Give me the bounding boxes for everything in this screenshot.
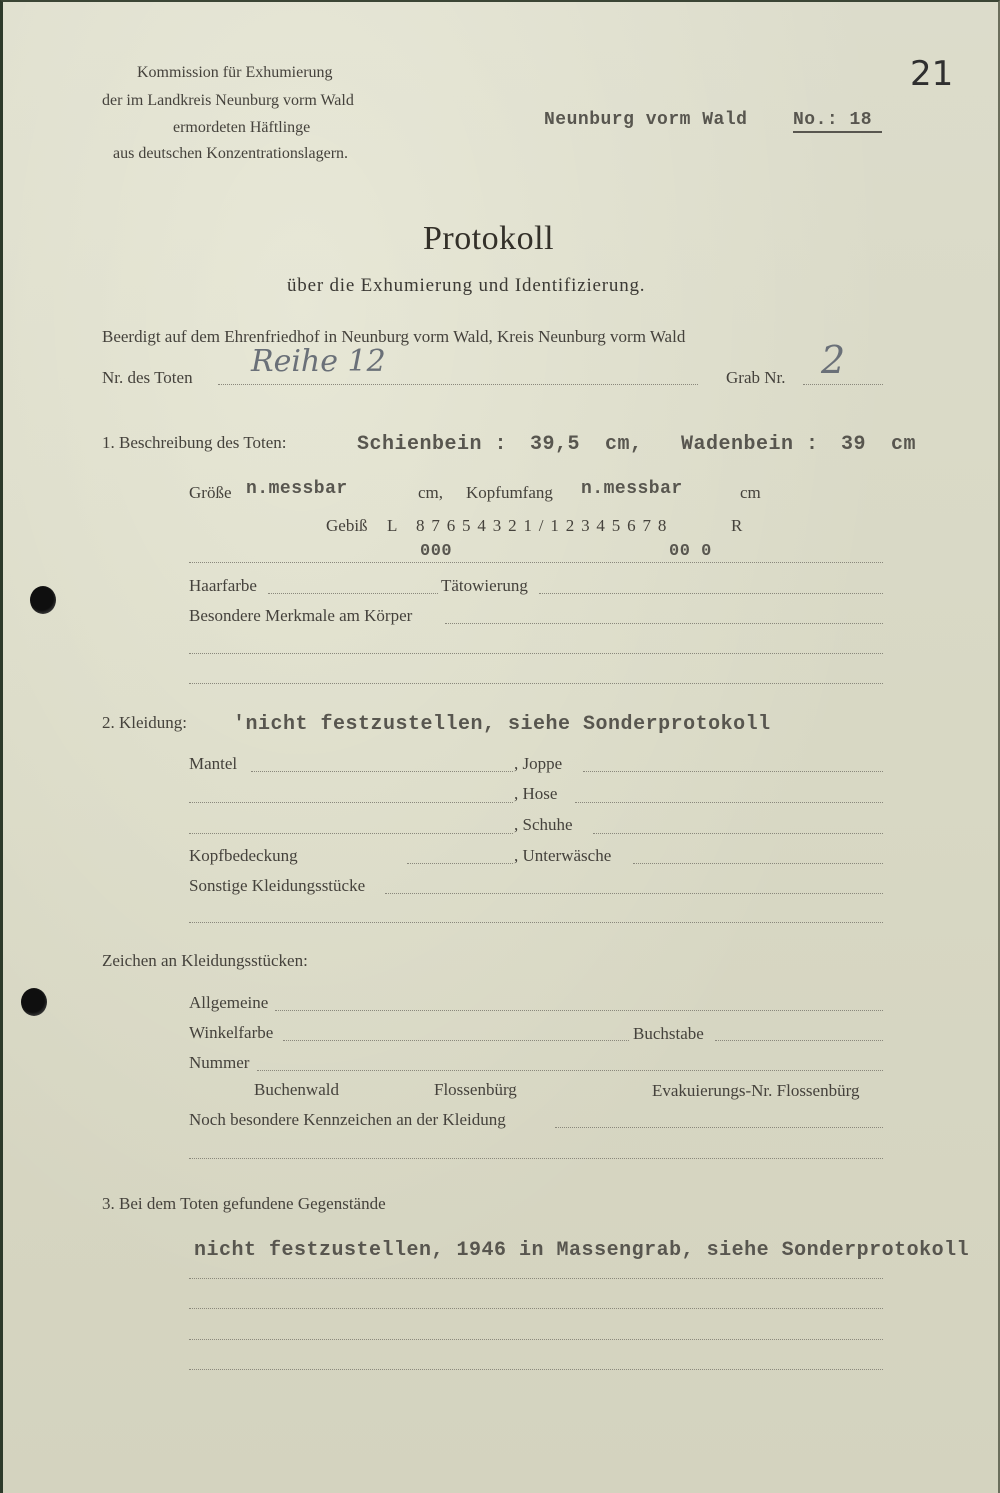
teeth-marks-left: 000 [420, 542, 453, 561]
page-subtitle: über die Exhumierung und Identifizierung. [287, 275, 646, 296]
teeth-line [189, 562, 883, 563]
tattoo-label: Tätowierung [441, 576, 528, 595]
letter-label: Buchstabe [633, 1024, 704, 1043]
page-title: Protokoll [423, 220, 555, 257]
coat-label: Mantel [189, 754, 238, 773]
dead-no-label: Nr. des Toten [102, 368, 193, 387]
trousers-label: , Hose [514, 784, 558, 803]
other-clothing-line [385, 893, 883, 894]
shoes-line [593, 833, 883, 834]
commission-line-2: der im Landkreis Neunburg vorm Wald [102, 92, 354, 109]
size-value: n.messbar [246, 479, 348, 499]
teeth-label: Gebiß [326, 516, 368, 535]
shin-value: 39,5 [530, 433, 581, 456]
flossenburg-label: Flossenbürg [434, 1080, 517, 1099]
grave-no-value: 2 [821, 338, 846, 382]
section2-label: 2. Kleidung: [102, 713, 187, 732]
general-label: Allgemeine [189, 993, 269, 1012]
evacuation-number-label: Evakuierungs-Nr. Flossenbürg [652, 1081, 860, 1100]
section3-label: 3. Bei dem Toten gefundene Gegenstände [102, 1194, 386, 1213]
special-marks-line-2 [189, 1158, 883, 1159]
section1-label: 1. Beschreibung des Toten: [102, 433, 287, 452]
dead-no-line [218, 384, 698, 385]
letter-line [715, 1040, 883, 1041]
trousers-pre-line [189, 802, 513, 803]
found-items-value: nicht festzustellen, 1946 in Massengrab, siehe Sonderprotokoll [194, 1239, 970, 1262]
place-typed: Neunburg vorm Wald [544, 110, 748, 130]
head-circumference-value: n.messbar [581, 479, 683, 499]
special-marks-label: Noch besondere Kennzeichen an der Kleidung [189, 1110, 506, 1129]
shoes-label: , Schuhe [514, 815, 573, 834]
body-marks-line-3 [189, 683, 883, 684]
head-circumference-unit: cm [740, 483, 761, 502]
protocol-number: No.: 18 [793, 110, 882, 133]
teeth-right-marker: R [731, 516, 743, 535]
teeth-marks-right: 00 0 [669, 542, 712, 561]
calf-label: Wadenbein : [681, 433, 819, 456]
punch-hole-bottom [21, 988, 47, 1016]
commission-line-3: ermordeten Häftlinge [173, 119, 311, 136]
other-clothing-label: Sonstige Kleidungsstücke [189, 876, 366, 895]
calf-unit: cm [891, 433, 917, 456]
commission-line-1: Kommission für Exhumierung [137, 64, 333, 81]
found-items-line-3 [189, 1339, 883, 1340]
hair-color-line [268, 593, 438, 594]
grave-no-label: Grab Nr. [726, 368, 786, 387]
tattoo-line [539, 593, 883, 594]
angle-color-label: Winkelfarbe [189, 1023, 274, 1042]
hair-color-label: Haarfarbe [189, 576, 257, 595]
special-marks-line [555, 1127, 883, 1128]
head-circumference-label: Kopfumfang [466, 483, 553, 502]
coat-line [251, 771, 513, 772]
teeth-left-marker: L [387, 516, 398, 535]
headwear-line [407, 863, 513, 864]
buchenwald-label: Buchenwald [254, 1080, 339, 1099]
dead-no-value: Reihe 12 [251, 344, 386, 379]
grave-no-line [803, 384, 883, 385]
size-unit: cm, [418, 483, 444, 502]
shoes-pre-line [189, 833, 513, 834]
number-label: Nummer [189, 1053, 250, 1072]
underwear-label: , Unterwäsche [514, 846, 612, 865]
other-clothing-line-2 [189, 922, 883, 923]
shin-unit: cm, [605, 433, 643, 456]
number-line [257, 1070, 883, 1071]
body-marks-label: Besondere Merkmale am Körper [189, 606, 413, 625]
clothing-value: 'nicht festzustellen, siehe Sonderprotokoll [233, 713, 771, 736]
buried-line: Beerdigt auf dem Ehrenfriedhof in Neunburg vorm Wald, Kreis Neunburg vorm Wald [102, 327, 686, 346]
jacket-line [583, 771, 883, 772]
punch-hole-top [30, 586, 56, 614]
body-marks-line [445, 623, 883, 624]
general-line [275, 1010, 883, 1011]
found-items-line-1 [189, 1278, 883, 1279]
teeth-row: 8 7 6 5 4 3 2 1 / 1 2 3 4 5 6 7 8 [416, 516, 668, 535]
headwear-label: Kopfbedeckung [189, 846, 298, 865]
trousers-line [575, 802, 883, 803]
commission-line-4: aus deutschen Konzentrationslagern. [113, 145, 349, 162]
found-items-line-4 [189, 1369, 883, 1370]
shin-label: Schienbein : [357, 433, 508, 456]
underwear-line [633, 863, 883, 864]
size-label: Größe [189, 483, 232, 502]
calf-value: 39 [841, 433, 867, 456]
clothing-marks-label: Zeichen an Kleidungsstücken: [102, 951, 308, 970]
angle-color-line [283, 1040, 629, 1041]
found-items-line-2 [189, 1308, 883, 1309]
body-marks-line-2 [189, 653, 883, 654]
page-number: 21 [910, 54, 954, 94]
jacket-label: , Joppe [514, 754, 563, 773]
